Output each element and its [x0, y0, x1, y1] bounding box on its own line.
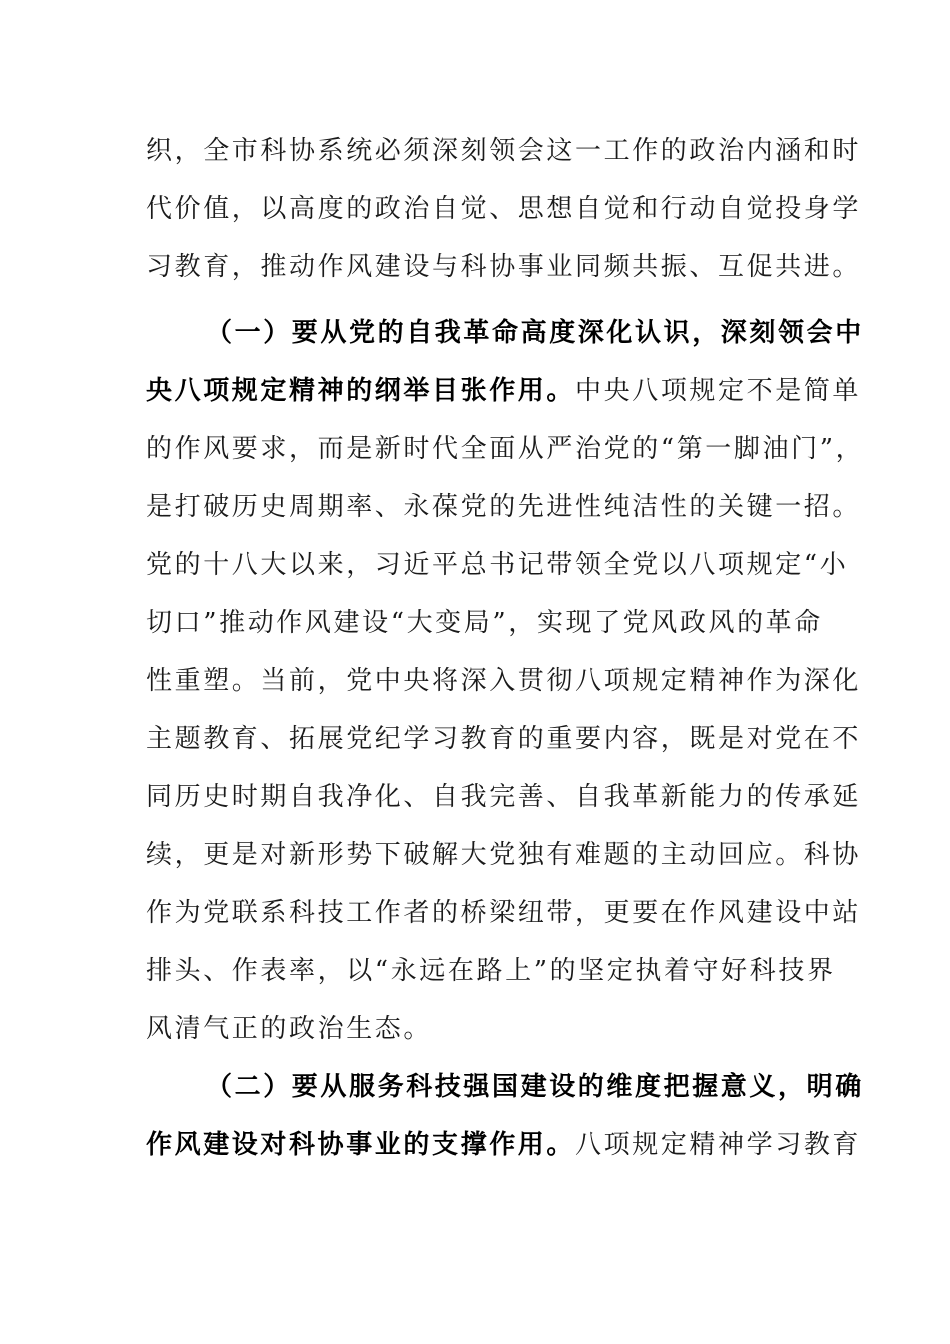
section-1-body-start: 中央八项规定不是简单	[575, 376, 862, 406]
paragraph-line: 织，全市科协系统必须深刻领会这一工作的政治内涵和时	[146, 136, 862, 166]
section-1-heading-line-2	[146, 371, 862, 411]
paragraph-line-last: 风清气正的政治生态。	[146, 1014, 433, 1044]
section-1-heading-line-1: （一）要从党的自我革命高度深化认识，深刻领会中	[206, 318, 864, 348]
paragraph-line: 同历史时期自我净化、自我完善、自我革新能力的传承延	[146, 782, 862, 812]
paragraph-line: 主题教育、拓展党纪学习教育的重要内容，既是对党在不	[146, 724, 862, 754]
paragraph-line: 切口”推动作风建设“大变局”，实现了党风政风的革命	[146, 608, 823, 638]
paragraph-line: 的作风要求，而是新时代全面从严治党的“第一脚油门”，	[146, 434, 865, 464]
section-1-heading-bold: 央八项规定精神的纲举目张作用。	[146, 376, 576, 406]
paragraph-line: 习教育，推动作风建设与科协事业同频共振、互促共进。	[146, 252, 862, 282]
paragraph-line: 党的十八大以来，习近平总书记带领全党以八项规定“小	[146, 550, 849, 580]
section-2-heading-line-1: （二）要从服务科技强国建设的维度把握意义，明确	[206, 1072, 864, 1102]
section-2-body-start: 八项规定精神学习教育	[575, 1130, 862, 1160]
paragraph-line: 排头、作表率，以“永远在路上”的坚定执着守好科技界	[146, 956, 836, 986]
paragraph-line: 作为党联系科技工作者的桥梁纽带，更要在作风建设中站	[146, 898, 862, 928]
paragraph-line: 续，更是对新形势下破解大党独有难题的主动回应。科协	[146, 840, 862, 870]
section-2-heading-line-2	[146, 1125, 862, 1165]
section-2-heading-bold: 作风建设对科协事业的支撑作用。	[146, 1130, 576, 1160]
paragraph-line: 是打破历史周期率、永葆党的先进性纯洁性的关键一招。	[146, 492, 862, 522]
paragraph-line: 性重塑。当前，党中央将深入贯彻八项规定精神作为深化	[146, 666, 862, 696]
paragraph-line: 代价值，以高度的政治自觉、思想自觉和行动自觉投身学	[146, 194, 862, 224]
